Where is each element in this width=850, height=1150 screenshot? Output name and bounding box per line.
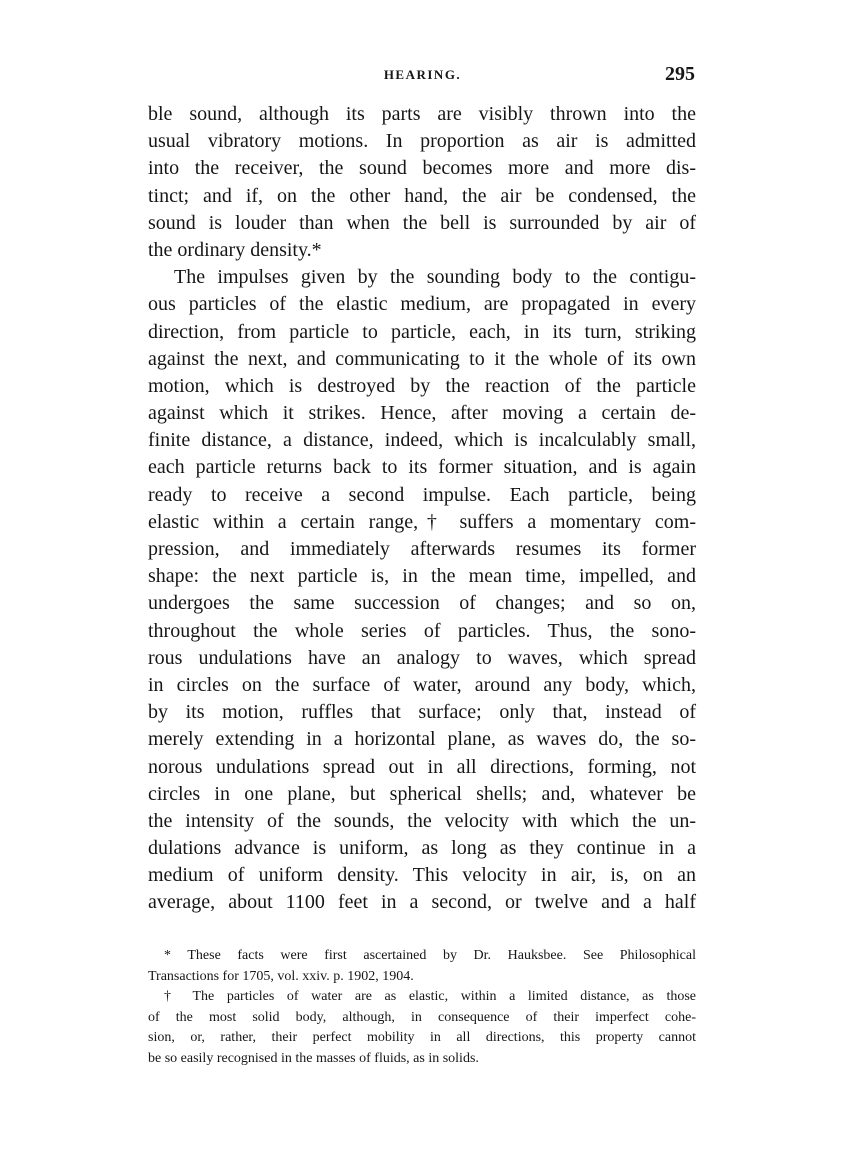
body-line: usual vibratory motions. In proportion as air is admitted [148,130,696,153]
body-line: in circles on the surface of water, around any body, which, [148,673,696,696]
body-line: tinct; and if, on the other hand, the air be condensed, the [148,184,696,207]
body-line: motion, which is destroyed by the reaction of the particle [148,374,696,397]
body-line: direction, from particle to particle, each, in its turn, striking [148,320,696,343]
body-line: finite distance, a distance, indeed, which is incalculably small, [148,429,696,452]
footnote-line: † The particles of water are as elastic, within a limited distance, as those [164,989,696,1004]
body-line: shape: the next particle is, in the mean time, impelled, and [148,565,696,588]
body-line: The impulses given by the sounding body to the contigu- [174,266,696,289]
body-line: the intensity of the sounds, the velocity with which the un- [148,809,696,832]
footnote-line: be so easily recognised in the masses of fluids, as in solids. [148,1050,479,1066]
body-line: rous undulations have an analogy to waves, which spread [148,646,696,669]
body-line: average, about 1100 feet in a second, or twelve and a half [148,891,696,914]
body-line: elastic within a certain range,† suffers a momentary com- [148,510,696,533]
body-line: against the next, and communicating to it the whole of its own [148,347,696,370]
body-line: medium of uniform density. This velocity in air, is, on an [148,864,696,887]
footnote-line: * These facts were first ascertained by Dr. Hauksbee. See Philosophical [164,948,696,963]
body-line: undergoes the same succession of changes; and so on, [148,592,696,615]
page-number: 295 [665,63,695,85]
footnote-line: sion, or, rather, their perfect mobility in all directions, this property cannot [148,1030,696,1045]
body-line: dulations advance is uniform, as long as they continue in a [148,837,696,860]
body-line: ous particles of the elastic medium, are propagated in every [148,293,696,316]
body-line: by its motion, ruffles that surface; only that, instead of [148,701,696,724]
footnote-line: Transactions for 1705, vol. xxiv. p. 1902, 1904. [148,968,414,984]
body-line: norous undulations spread out in all directions, forming, not [148,755,696,778]
body-line: into the receiver, the sound becomes more and more dis- [148,157,696,180]
body-line: circles in one plane, but spherical shells; and, whatever be [148,782,696,805]
footnotes [148,946,696,1069]
body-line: throughout the whole series of particles. Thus, the sono- [148,619,696,642]
body-line: ready to receive a second impulse. Each particle, being [148,483,696,506]
body-line: ble sound, although its parts are visibly thrown into the [148,103,696,125]
running-head [150,63,695,87]
body-line: merely extending in a horizontal plane, as waves do, the so- [148,728,696,751]
running-head-title: HEARING. [383,67,462,82]
body-line: pression, and immediately afterwards resumes its former [148,538,696,560]
body-line: the ordinary density.* [148,238,322,261]
body-line: against which it strikes. Hence, after moving a certain de- [148,402,696,425]
body-line: each particle returns back to its former situation, and is again [148,456,696,479]
body-text [148,101,696,917]
body-line: sound is louder than when the bell is surrounded by air of [148,211,696,234]
footnote-line: of the most solid body, although, in consequence of their imperfect cohe- [148,1009,696,1025]
